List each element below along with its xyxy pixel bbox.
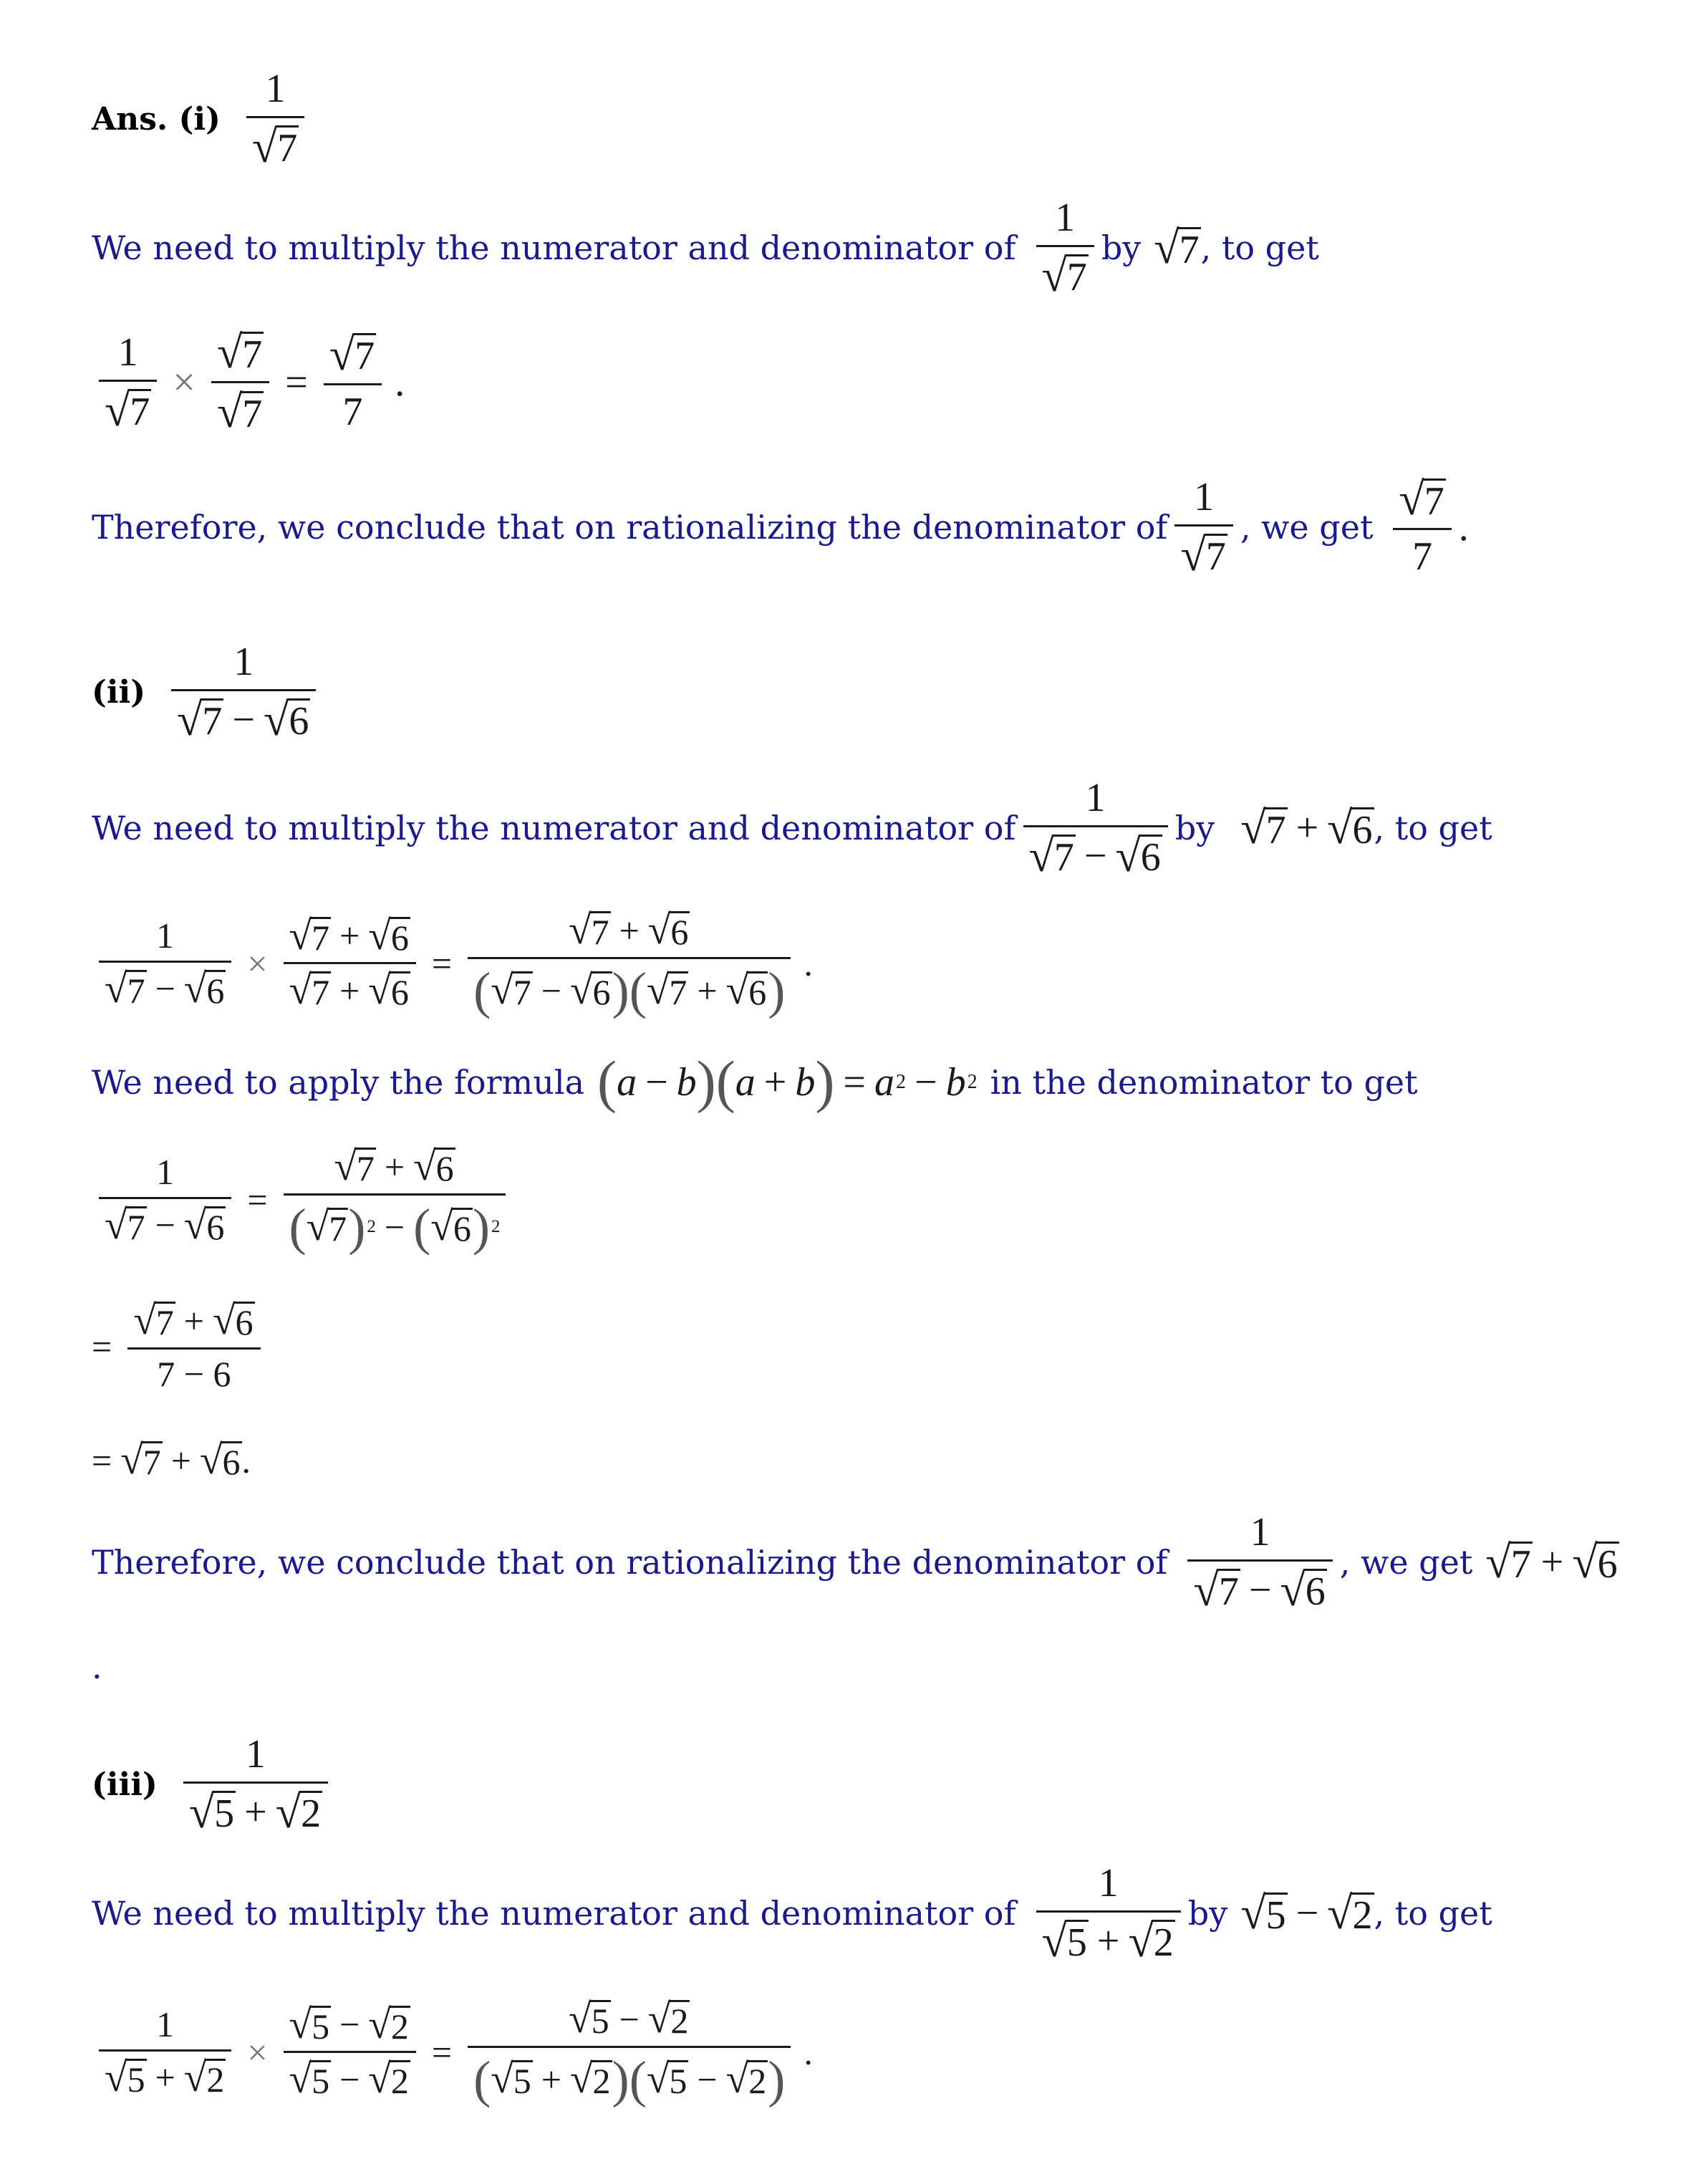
- part-i-label: Ans. (i): [92, 100, 221, 138]
- part-i-multiply-line: [92, 197, 1319, 299]
- part-ii-label: (ii): [92, 673, 146, 711]
- fraction: 1 √ 7: [246, 68, 304, 170]
- part-iii-computation: 1 √ 5 + √ 2 × √ 5 − √ 2 √ 5 − √ 2 = √ 5 − √ 2 ( √ 5 + √ 2 ) ( √ 5 − √ 2 ) .: [92, 1999, 813, 2105]
- expr-i: [239, 68, 312, 170]
- part-i-computation: 1 √ 7 × √ 7 √ 7 = √ 7 7 .: [92, 330, 405, 436]
- part-ii-heading: (ii) 1 √ 7 − √ 6: [92, 641, 323, 743]
- to-get-text: , to get: [1200, 229, 1319, 268]
- part-iii-heading: (iii) 1 √ 5 + √ 2: [92, 1733, 335, 1835]
- expr-i-frac: 1 √ 7: [1029, 197, 1101, 299]
- part-ii-multiply-line: We need to multiply the numerator and denominator of 1 √ 7 − √ 6 by √ 7 + √ 6 , to get: [92, 776, 1492, 881]
- part-ii-conclusion: Therefore, we conclude that on rationalizing the denominator of 1 √ 7 − √ 6 , we get √ 7 + √ 6: [92, 1510, 1618, 1615]
- multiply-text: We need to multiply the numerator and denominator of: [92, 229, 1016, 268]
- part-ii-computation-2: 1 √ 7 − √ 6 = √ 7 + √ 6 ( √ 7 ) 2 − ( √ 6 ) 2: [92, 1146, 513, 1253]
- part-iii-multiply-line: We need to multiply the numerator and denominator of 1 √ 5 + √ 2 by √ 5 − √ 2 , to get: [92, 1861, 1492, 1966]
- we-get-text: , we get: [1240, 508, 1374, 547]
- part-iii-label: (iii): [92, 1766, 158, 1803]
- formula: ( a − b ) ( a + b ) = a 2 − b 2: [597, 1049, 978, 1114]
- sqrt-7: √ 7: [251, 120, 298, 172]
- conclusion-text: Therefore, we conclude that on rationalizing the denominator of: [92, 508, 1168, 547]
- part-i-heading: [92, 68, 312, 170]
- part-i-conclusion: Therefore, we conclude that on rationalizing the denominator of 1 √ 7 , we get √ 7 7 .: [92, 473, 1469, 580]
- part-ii-computation-1: 1 √ 7 − √ 6 × √ 7 + √ 6 √ 7 + √ 6 = √ 7 + √ 6 ( √ 7 − √ 6 ) ( √ 7 + √ 6 ) .: [92, 910, 813, 1016]
- by-text: by: [1101, 229, 1142, 268]
- part-ii-result: = √ 7 + √ 6 .: [92, 1438, 251, 1483]
- trailing-period: .: [92, 1648, 102, 1686]
- part-ii-computation-3: = √ 7 + √ 6 7 − 6: [92, 1300, 268, 1393]
- part-ii-formula-line: We need to apply the formula ( a − b ) ( a + b ) = a 2 − b 2 in the denominator to get: [92, 1049, 1418, 1114]
- sqrt-7: √ 7: [1154, 221, 1200, 273]
